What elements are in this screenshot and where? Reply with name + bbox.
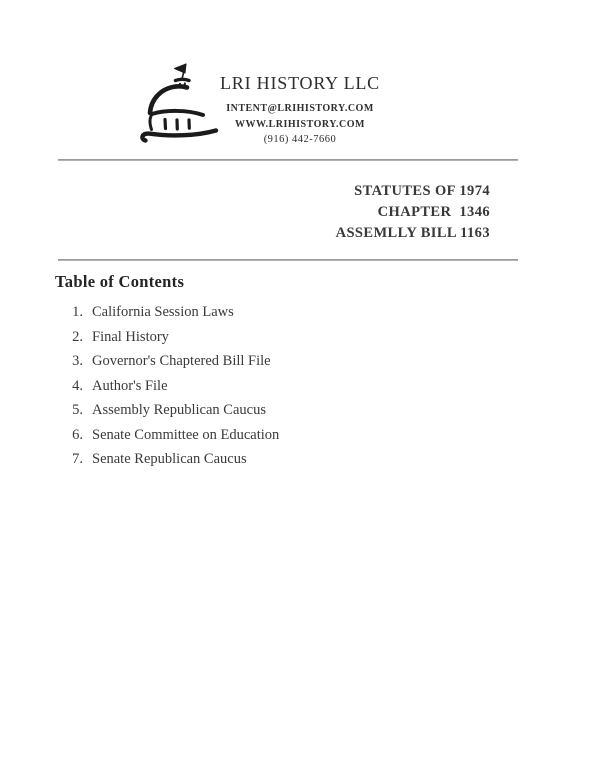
toc-item-number: 1. — [72, 304, 83, 320]
bill-line: ASSEMLLY BILL 1163 — [335, 225, 490, 241]
contact-phone: (916) 442-7660 — [263, 134, 337, 145]
toc-item — [66, 423, 279, 448]
toc-item — [66, 325, 279, 350]
horizontal-rule-top — [58, 159, 518, 161]
contact-email: INTENT@LRIHISTORY.COM — [226, 103, 374, 114]
toc-item — [66, 349, 279, 374]
toc-list — [66, 300, 279, 472]
toc-item — [66, 447, 279, 472]
toc-item — [66, 374, 279, 399]
toc-item-label: Assembly Republican Caucus — [92, 402, 266, 418]
toc-item-number: 5. — [72, 402, 83, 418]
toc-item-number: 2. — [72, 328, 83, 345]
toc-item — [66, 300, 279, 325]
toc-item-label: Governor's Chaptered Bill File — [92, 353, 271, 369]
statutes-line: STATUTES OF 1974 — [354, 183, 490, 199]
contact-website: WWW.LRIHISTORY.COM — [235, 119, 365, 130]
toc-item-label: Senate Committee on Education — [92, 426, 280, 443]
company-name: LRI HISTORY LLC — [219, 73, 380, 93]
toc-item-number: 6. — [72, 426, 83, 443]
toc-item-label: Senate Republican Caucus — [92, 451, 247, 467]
bill-reference-block — [336, 181, 490, 244]
toc-item — [66, 398, 279, 423]
toc-item-label: Final History — [92, 328, 169, 345]
toc-item-label: Author's File — [92, 377, 168, 394]
toc-item-label: California Session Laws — [92, 304, 234, 320]
toc-item-number: 3. — [72, 353, 83, 369]
toc-item-number: 4. — [72, 377, 83, 394]
toc-title: Table of Contents — [55, 272, 185, 291]
toc-item-number: 7. — [72, 451, 83, 467]
horizontal-rule-bottom — [58, 259, 518, 261]
chapter-line: CHAPTER 1346 — [377, 204, 490, 220]
